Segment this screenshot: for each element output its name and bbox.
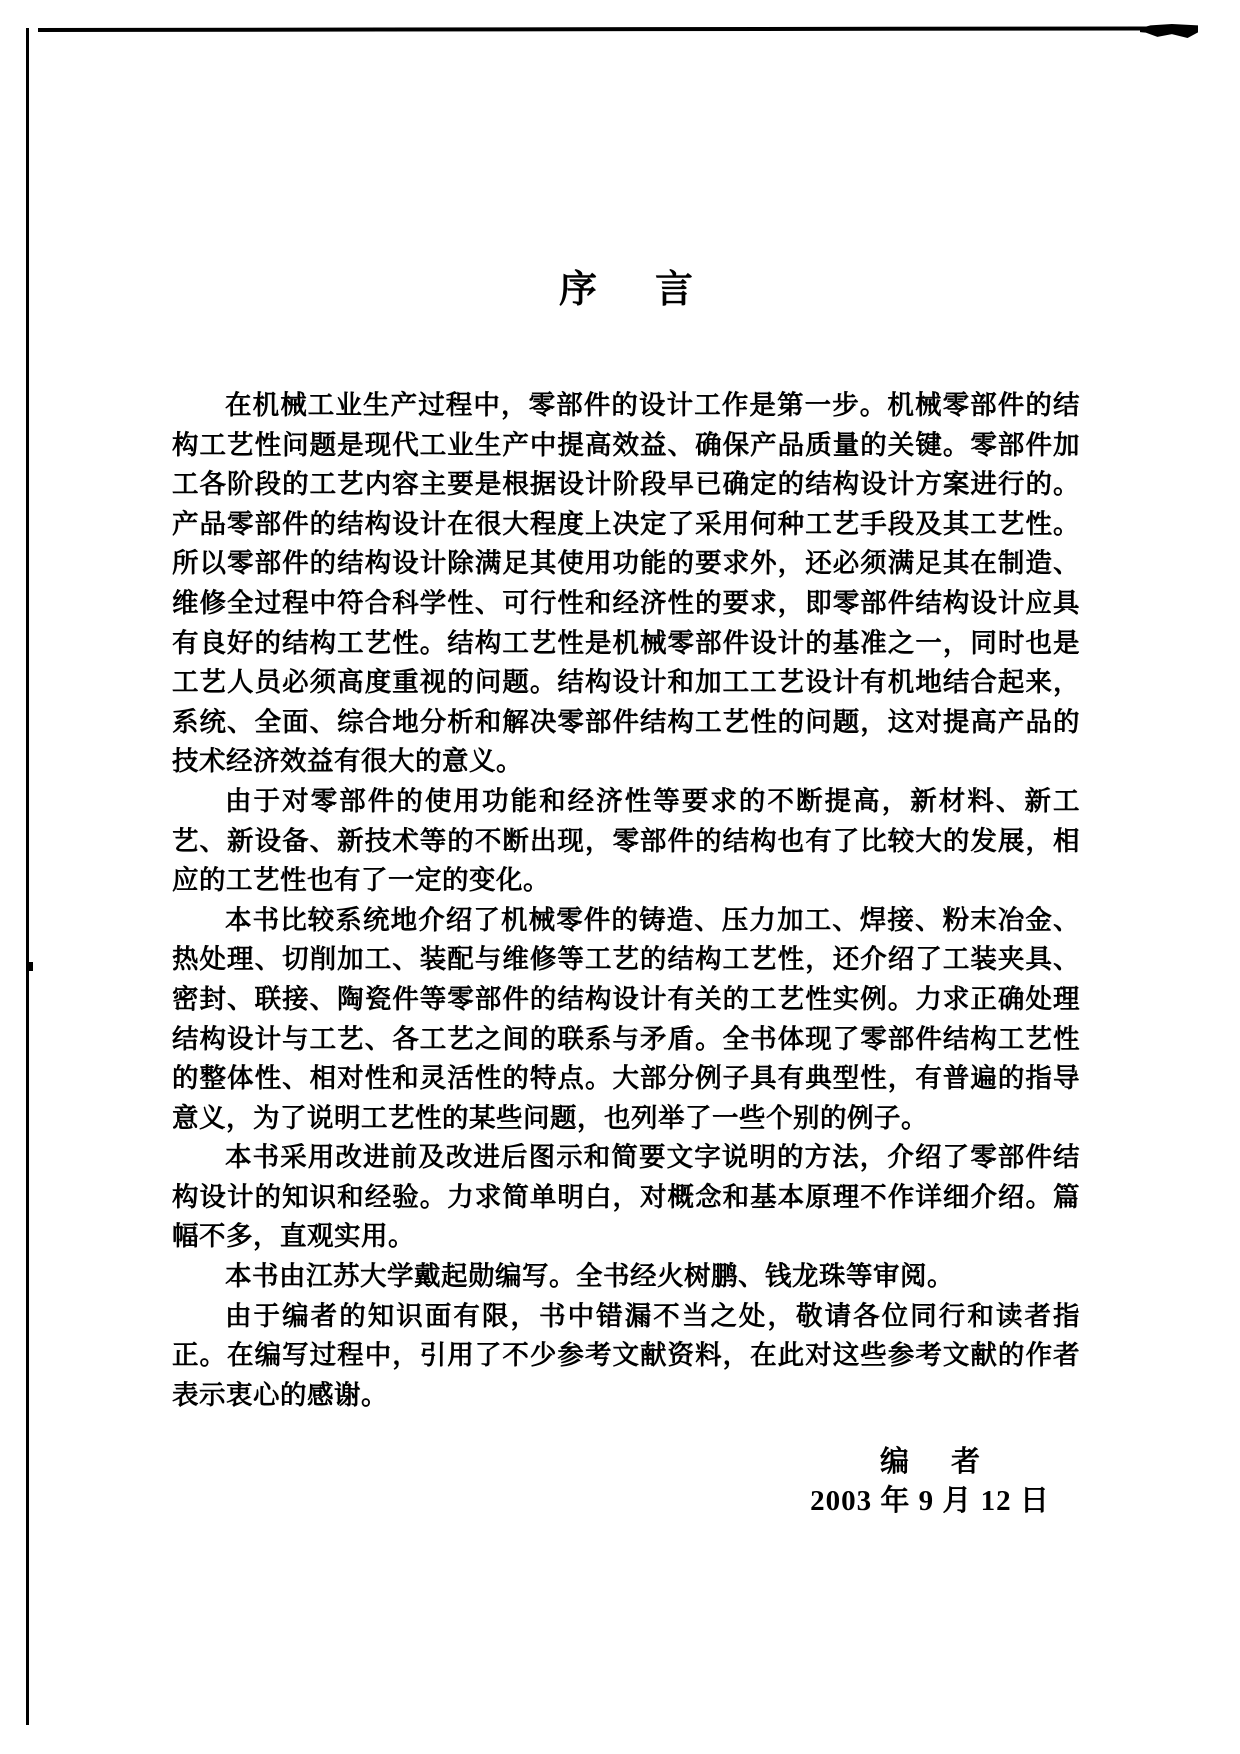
signature-date: 2003 年 9 月 12 日 (810, 1485, 1050, 1517)
preface-body (172, 386, 1080, 1415)
preface-paragraph-4: 本书采用改进前及改进后图示和简要文字说明的方法，介绍了零部件结构设计的知识和经验。力求简单明白，对概念和基本原理不作详细介绍。篇幅不多，直观实用。 (172, 1142, 1080, 1252)
signature-block (740, 1446, 1120, 1518)
scan-border-top-end-blob (1140, 24, 1198, 38)
preface-paragraph-6: 由于编者的知识面有限，书中错漏不当之处，敬请各位同行和读者指正。在编写过程中，引用了不少参考文献资料，在此对这些参考文献的作者表示衷心的感谢。 (172, 1300, 1080, 1410)
signature-char-1: 编 (879, 1446, 909, 1478)
scan-border-left (26, 28, 29, 1725)
page-title-char-2: 言 (655, 269, 694, 311)
signature-author (740, 1446, 1120, 1478)
page-title (172, 270, 1080, 310)
preface-paragraph-1: 在机械工业生产过程中，零部件的设计工作是第一步。机械零部件的结构工艺性问题是现代工业生产中提高效益、确保产品质量的关键。零部件加工各阶段的工艺内容主要是根据设计阶段早已确定的结构设计方案进行的。产品零部件的结构设计在很大程度上决定了采用何种工艺手段及其工艺性。所以零部件的结构设计除满足其使用功能的要求外，还必须满足其在制造、维修全过程中符合科学性、可行性和经济性的要求，即零部件结构设计应具有良好的结构工艺性。结构工艺性是机械零部件设计的基准之一，同时也是工艺人员必须高度重视的问题。结构设计和加工工艺设计有机地结合起来，系统、全面、综合地分析和解决零部件结构工艺性的问题，这对提高产品的技术经济效益有很大的意义。 (172, 390, 1080, 777)
scan-border-top (38, 26, 1198, 32)
preface-paragraph-2: 由于对零部件的使用功能和经济性等要求的不断提高，新材料、新工艺、新设备、新技术等的不断出现，零部件的结构也有了比较大的发展，相应的工艺性也有了一定的变化。 (172, 785, 1080, 896)
preface-paragraph-5: 本书由江苏大学戴起勋编写。全书经火树鹏、钱龙珠等审阅。 (225, 1261, 954, 1292)
scan-speck (28, 962, 33, 971)
signature-char-2: 者 (951, 1446, 981, 1478)
page-title-char-1: 序 (558, 269, 597, 311)
preface-paragraph-3: 本书比较系统地介绍了机械零件的铸造、压力加工、焊接、粉末冶金、热处理、切削加工、装配与维修等工艺的结构工艺性，还介绍了工装夹具、密封、联接、陶瓷件等零部件的结构设计有关的工艺性实例。力求正确处理结构设计与工艺、各工艺之间的联系与矛盾。全书体现了零部件结构工艺性的整体性、相对性和灵活性的特点。大部分例子具有典型性，有普遍的指导意义，为了说明工艺性的某些问题，也列举了一些个别的例子。 (172, 904, 1080, 1133)
